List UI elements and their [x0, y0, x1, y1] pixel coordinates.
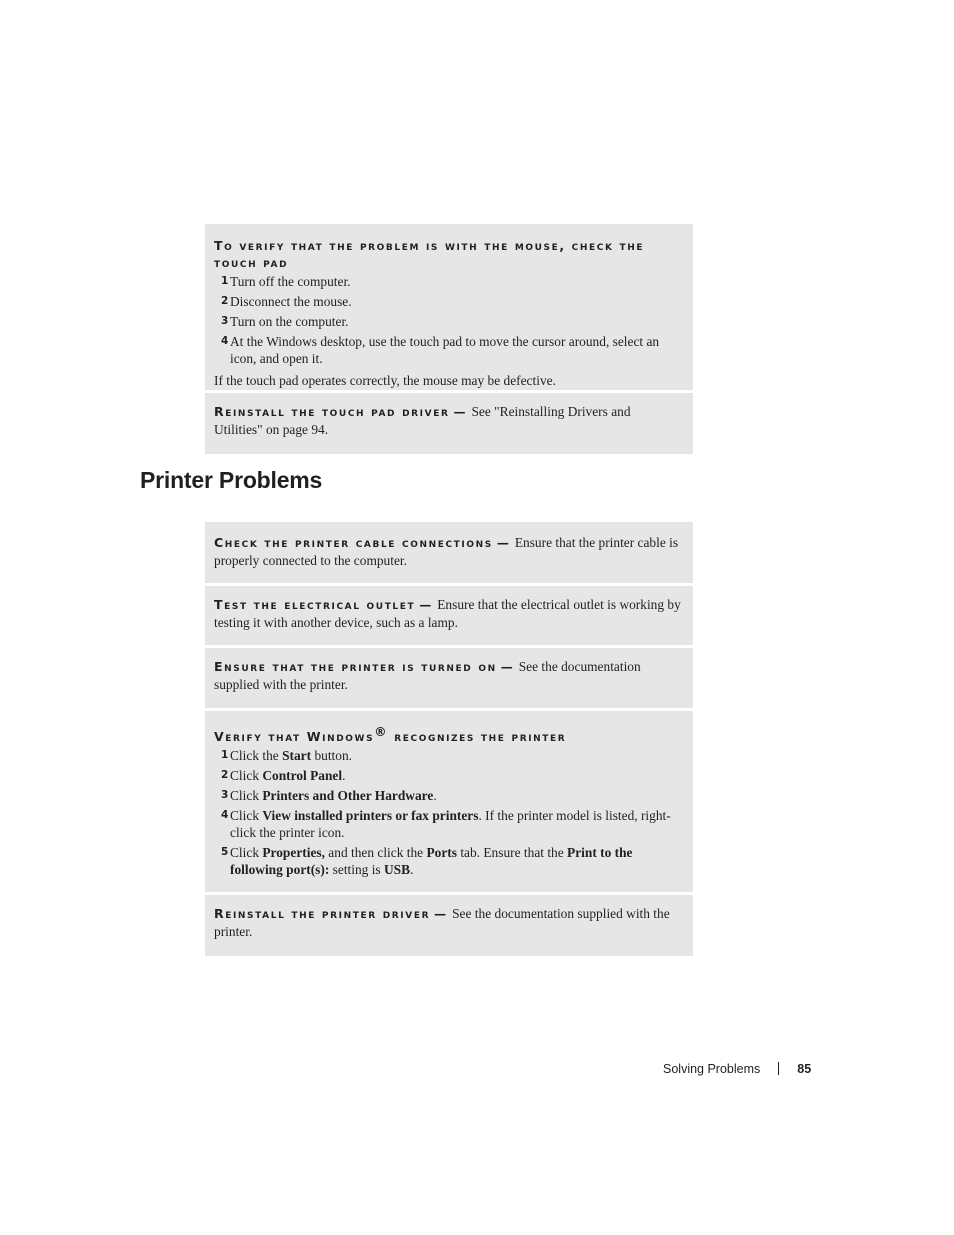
list-item: 1 Click the Start button.: [221, 748, 353, 763]
box-heading-rest: recognizes the printer: [388, 729, 567, 744]
list-item: 5 Click Properties, and then click the Ports tab. Ensure that the Print to the following port(s): setting is USB.: [221, 845, 633, 877]
troubleshoot-box-printer-cable: [205, 522, 693, 583]
box-heading: Verify that Windows: [214, 729, 375, 744]
page-footer: [663, 1062, 811, 1076]
troubleshoot-box-verify-mouse: [205, 224, 693, 390]
page-number: 85: [797, 1062, 812, 1076]
troubleshoot-box-reinstall-printer-driver: [205, 895, 693, 956]
footer-divider: [778, 1062, 779, 1075]
list-item: 4 Click View installed printers or fax printers. If the printer model is listed, right-click the printer icon.: [221, 808, 671, 840]
list-item: 2 Click Control Panel.: [221, 768, 346, 783]
list-item: 4 At the Windows desktop, use the touch pad to move the cursor around, select an icon, and open it.: [221, 334, 660, 366]
box-heading: To verify that the problem is with the mouse, check the touch pad: [214, 238, 645, 270]
em-dash: —: [500, 660, 513, 674]
box-text: See the documentation supplied with the printer.: [214, 659, 641, 692]
box-heading: Reinstall the printer driver: [214, 906, 431, 921]
box-heading: Reinstall the touch pad driver: [214, 404, 450, 419]
em-dash: —: [419, 598, 432, 612]
registered-mark: ®: [374, 724, 389, 739]
em-dash: —: [453, 405, 466, 419]
em-dash: —: [496, 536, 509, 550]
box-heading: Test the electrical outlet: [214, 597, 416, 612]
box-text: Ensure that the printer cable is properly connected to the computer.: [214, 535, 679, 568]
box-text: See the documentation supplied with the printer.: [214, 906, 670, 939]
box-text: See "Reinstalling Drivers and Utilities" on page 94.: [214, 404, 631, 437]
page-title: Printer Problems: [140, 467, 323, 493]
troubleshoot-box-printer-on: [205, 648, 693, 708]
footer-section-name: Solving Problems: [663, 1062, 761, 1076]
steps-list: [214, 273, 681, 367]
steps-list: [214, 747, 681, 878]
list-item: 3 Turn on the computer.: [221, 314, 349, 329]
list-item: 2 Disconnect the mouse.: [221, 294, 352, 309]
em-dash: —: [434, 907, 447, 921]
troubleshoot-box-reinstall-touchpad: [205, 393, 693, 454]
list-item: 3 Click Printers and Other Hardware.: [221, 788, 437, 803]
box-heading: Ensure that the printer is turned on: [214, 659, 497, 674]
troubleshoot-box-electrical-outlet: [205, 586, 693, 645]
list-item: 1 Turn off the computer.: [221, 274, 351, 289]
box-text: Ensure that the electrical outlet is working by testing it with another device, such as a lamp.: [214, 597, 681, 630]
troubleshoot-box-verify-windows: [205, 711, 693, 892]
box-note: If the touch pad operates correctly, the mouse may be defective.: [214, 373, 556, 388]
box-heading: Check the printer cable connections: [214, 535, 493, 550]
